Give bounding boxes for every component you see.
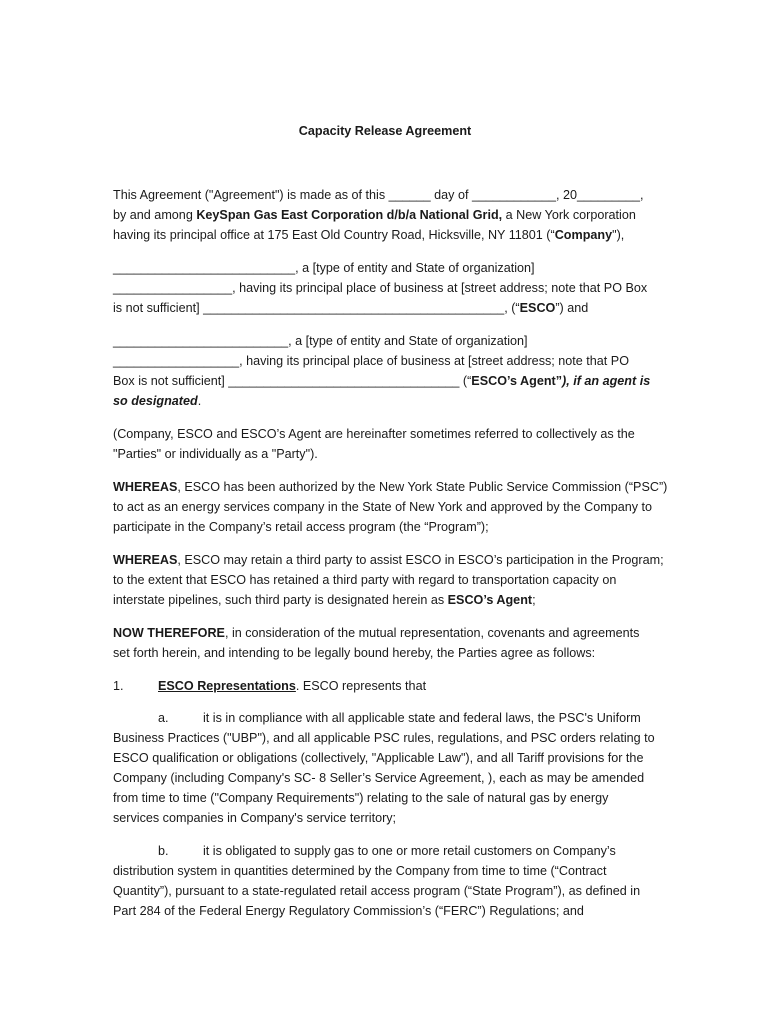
item-a-line-3: ESCO qualification or obligations (collectively, "Applicable Law"), and all Tariff provisions for the — [113, 751, 644, 765]
whereas-2-line-2: to the extent that ESCO has retained a third party with regard to transportation capacity on — [113, 573, 617, 587]
section-number: 1. — [113, 679, 124, 693]
company-defined-term: Company — [554, 228, 613, 242]
whereas-2-line-1 — [113, 550, 664, 570]
now-therefore-line-2: set forth herein, and intending to be legally bound hereby, the Parties agree as follows: — [113, 646, 596, 660]
esco-line-1: __________________________, a [type of entity and State of organization] — [113, 261, 535, 275]
whereas-1-line-3: participate in the Company’s retail access program (the “Program”); — [113, 520, 489, 534]
esco-defined-term: ESCO — [519, 301, 556, 315]
item-a-line-6: services companies in Company's service territory; — [113, 811, 397, 825]
item-b-paragraph — [113, 841, 658, 921]
item-a-line-4: Company (including Company's SC- 8 Seller’s Service Agreement, ), each as may be amended — [113, 771, 645, 785]
agent-text: Box is not sufficient] _________________________________ (“ — [113, 374, 472, 388]
whereas-text: , ESCO has been authorized by the New York State Public Service Commission (“PSC”) — [177, 480, 668, 494]
whereas-1-line-1 — [113, 477, 668, 497]
item-a-paragraph — [113, 708, 658, 828]
whereas-text: ; — [532, 593, 536, 607]
intro-line-2 — [113, 205, 658, 225]
whereas-2-line-3 — [113, 590, 658, 610]
section-title: ESCO Representations — [158, 679, 296, 693]
intro-line-3 — [113, 225, 658, 245]
item-label: a. — [158, 711, 169, 725]
item-text: it is in compliance with all applicable state and federal laws, the PSC's Uniform — [203, 711, 641, 725]
whereas-1-paragraph — [113, 477, 668, 537]
agent-defined-term: ESCO’s Agent” — [471, 374, 563, 388]
section-text: . ESCO represents that — [295, 679, 427, 693]
agent-conditional-text: ), if an agent is — [562, 374, 651, 388]
now-therefore-line-1 — [113, 623, 658, 643]
intro-text: by and among — [113, 208, 197, 222]
intro-text: "), — [612, 228, 625, 242]
intro-paragraph — [113, 185, 658, 245]
parties-line-1: (Company, ESCO and ESCO’s Agent are hereinafter sometimes referred to collectively as the — [113, 427, 635, 441]
esco-line-3 — [113, 298, 658, 318]
item-label: b. — [158, 844, 169, 858]
agent-text: . — [197, 394, 202, 408]
whereas-text: interstate pipelines, such third party is designated herein as — [113, 593, 448, 607]
now-therefore-paragraph — [113, 623, 658, 663]
agent-line-3 — [113, 371, 658, 391]
intro-text: a New York corporation — [502, 208, 636, 222]
company-legal-name: KeySpan Gas East Corporation d/b/a National Grid, — [196, 208, 503, 222]
intro-text: having its principal office at 175 East Old Country Road, Hicksville, NY 11801 (“ — [113, 228, 555, 242]
whereas-2-paragraph — [113, 550, 664, 610]
whereas-keyword: WHEREAS — [113, 553, 178, 567]
document-title: Capacity Release Agreement — [298, 124, 472, 138]
whereas-keyword: WHEREAS — [113, 480, 178, 494]
item-a-line-2: Business Practices ("UBP"), and all applicable PSC rules, regulations, and PSC orders relating to — [113, 731, 655, 745]
agent-line-1: _________________________, a [type of entity and State of organization] — [113, 334, 528, 348]
agent-line-4 — [113, 391, 658, 411]
whereas-1-line-2: to act as an energy services company in the State of New York and approved by the Company to — [113, 500, 653, 514]
item-a-line-5: from time to time ("Company Requirements") relating to the sale of natural gas by energy — [113, 791, 609, 805]
section-1-line — [113, 676, 658, 696]
item-b-line-2: distribution system in quantities determined by the Company from time to time (“Contract — [113, 864, 607, 878]
esco-paragraph — [113, 258, 658, 318]
item-b-line-1 — [113, 841, 658, 861]
intro-line-1: This Agreement ("Agreement") is made as of this ______ day of ____________, 20_________, — [113, 188, 644, 202]
now-therefore-keyword: NOW THEREFORE — [113, 626, 225, 640]
esco-text: is not sufficient] ___________________________________________, (“ — [113, 301, 520, 315]
parties-line-2: "Parties" or individually as a "Party"). — [113, 447, 318, 461]
section-1-heading — [113, 676, 658, 696]
parties-paragraph — [113, 424, 658, 464]
item-b-line-4: Part 284 of the Federal Energy Regulatory Commission’s (“FERC”) Regulations; and — [113, 904, 584, 918]
agent-conditional-text: so designated — [113, 394, 198, 408]
item-text: it is obligated to supply gas to one or more retail customers on Company’s — [203, 844, 616, 858]
item-a-line-1 — [113, 708, 658, 728]
item-b-line-3: Quantity”), pursuant to a state-regulated retail access program (“State Program”), as defined in — [113, 884, 641, 898]
whereas-text: , ESCO may retain a third party to assist ESCO in ESCO’s participation in the Program; — [177, 553, 664, 567]
esco-line-2: _________________, having its principal place of business at [street address; note that PO Box — [113, 281, 648, 295]
agent-line-2: __________________, having its principal place of business at [street address; note that PO — [113, 354, 629, 368]
esco-text: ”) and — [555, 301, 589, 315]
now-therefore-text: , in consideration of the mutual representation, covenants and agreements — [224, 626, 640, 640]
agent-defined-term: ESCO’s Agent — [447, 593, 533, 607]
agent-paragraph — [113, 331, 658, 411]
